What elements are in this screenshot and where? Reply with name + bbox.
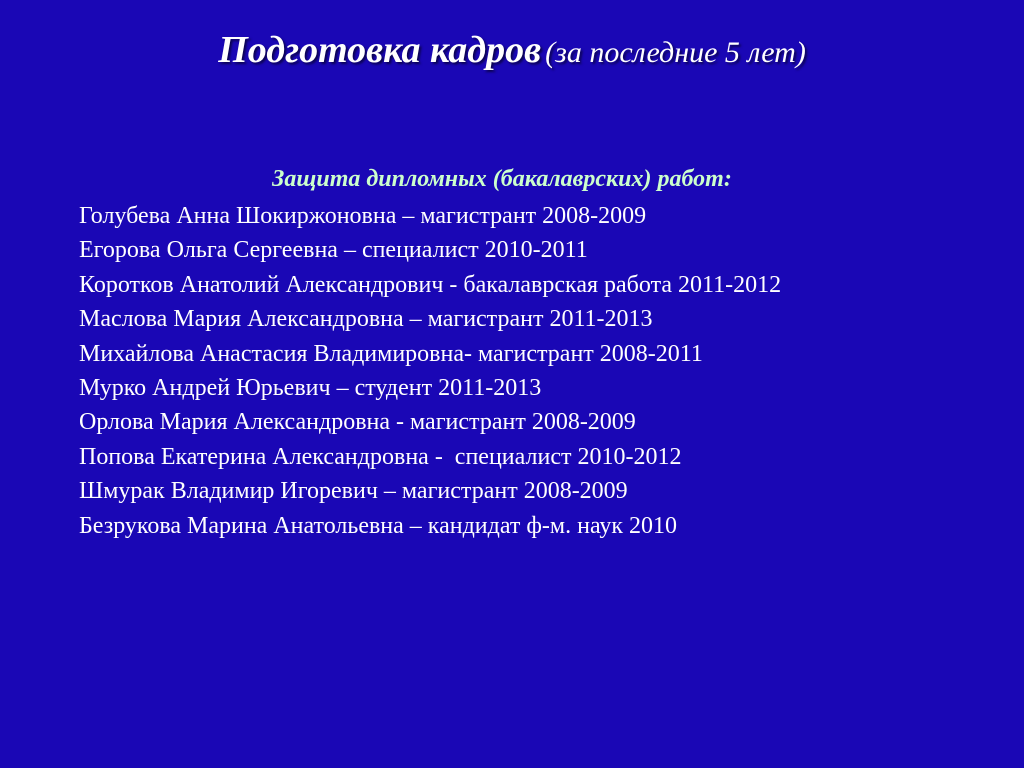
list-item: Маслова Мария Александровна – магистрант 2011-2013 <box>79 306 653 333</box>
list-item: Михайлова Анастасия Владимировна- магистрант 2008-2011 <box>79 340 703 367</box>
graduates-list <box>79 199 781 543</box>
list-item: Шмурак Владимир Игоревич – магистрант 2008-2009 <box>79 478 628 505</box>
list-item: Орлова Мария Александровна - магистрант 2008-2009 <box>79 409 636 436</box>
title-main: Подготовка кадров <box>218 29 542 71</box>
list-item: Егорова Ольга Сергеевна – специалист 2010-2011 <box>79 237 588 264</box>
list-item: Мурко Андрей Юрьевич – студент 2011-2013 <box>79 375 542 402</box>
title-subtitle: (за последние 5 лет) <box>545 36 806 69</box>
list-item: Попова Екатерина Александровна - специалист 2010-2012 <box>79 443 682 470</box>
list-item: Голубева Анна Шокиржоновна – магистрант 2008-2009 <box>79 203 647 229</box>
section-heading: Защита дипломных (бакалаврских) работ: <box>272 166 732 192</box>
slide-title <box>0 28 1024 72</box>
list-item: Коротков Анатолий Александрович - бакалаврская работа 2011-2012 <box>79 271 782 298</box>
list-item: Безрукова Марина Анатольевна – кандидат ф-м. наук 2010 <box>79 512 678 539</box>
